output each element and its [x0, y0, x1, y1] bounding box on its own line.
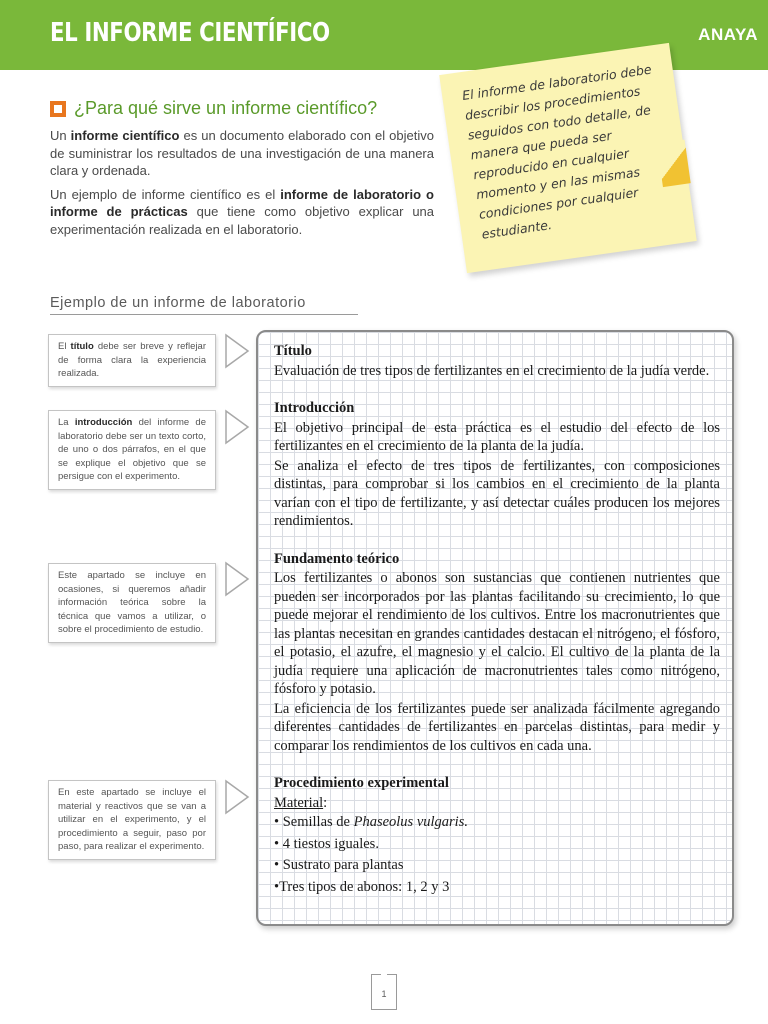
intro-p1-pre: Un: [50, 128, 71, 143]
report-intro-heading: Introducción: [274, 400, 355, 416]
report-material-label: [274, 794, 720, 813]
lab-report-content: [274, 342, 720, 899]
item1-pre: • Semillas de: [274, 814, 354, 830]
report-fundamento-p1: Los fertilizantes o abonos son sustancias que contienen nutrientes que pueden ser incorporados por las plantas facilitando su crecimiento, lo que puede mejorar el rendimiento de los cultivos. Entre los macronutrientes que las plantas necesitan en grandes cantidades destacan el nitrógeno, el fósforo, el potasio, el azufre, el magnesio y el calcio. El cultivo de la planta de la judía requiere una aplicación de macronutrientes tales como nitrógeno, fósforo y potasio.: [274, 570, 720, 697]
square-bullet-icon: [50, 101, 66, 117]
report-title-heading: Título: [274, 343, 312, 359]
sticky-note-fold: [657, 140, 691, 187]
material-colon: :: [323, 794, 328, 811]
list-item: [274, 813, 720, 832]
list-item: • Sustrato para plantas: [274, 857, 404, 873]
intro-p1-post: es un documento elaborado con el objetivo de suministrar los resultados de una investigación de una manera clara y ordenada.: [50, 128, 434, 178]
material-label: Material: [274, 794, 324, 811]
note-intro-post: del informe de laboratorio debe ser un texto corto, de uno o dos párrafos, en el que se explique el objetivo que se persigue con el experimento.: [58, 417, 206, 482]
report-intro-p1: El objetivo principal de esta práctica es el estudio del efecto de los fertilizantes en el crecimiento de la planta de la judía.: [274, 419, 720, 454]
intro-paragraph-2: [50, 186, 434, 239]
note-titulo-bold: título: [70, 341, 94, 352]
example-heading: Ejemplo de un informe de laboratorio: [50, 295, 358, 315]
list-item: • 4 tiestos iguales.: [274, 835, 379, 852]
note-intro-pre: La: [58, 417, 75, 428]
section-heading: [50, 98, 377, 119]
side-note-procedimiento: En este apartado se incluye el material y reactivos que se van a utilizar en el experimento, y el procedimiento a seguir, paso por paso, para realizar el experimento.: [48, 780, 216, 860]
note-titulo-pre: El: [58, 341, 71, 352]
section-heading-text: ¿Para qué sirve un informe científico?: [74, 98, 378, 118]
arrow-right-icon: [224, 779, 252, 815]
intro-p1-bold: informe científico: [70, 128, 180, 143]
intro-p2-post: que tiene como objetivo explicar una experimentación realizada en el laboratorio.: [50, 204, 435, 237]
arrow-right-icon: [224, 561, 252, 597]
intro-p2-pre: Un ejemplo de informe científico es el: [50, 186, 281, 202]
sticky-note-text: El informe de laboratorio debe describir los procedimientos seguidos con todo detalle, de manera que pueda ser reproducido en cualquier momento y en las mismas condiciones por cualquier estudiante.: [461, 61, 653, 242]
side-note-fundamento: Este apartado se incluye en ocasiones, si queremos añadir información teórica sobre la técnica que vamos a utilizar, o sobre el procedimiento de estudio.: [48, 563, 216, 643]
publisher-logo: ANAYA: [698, 25, 758, 44]
side-note-titulo: [48, 334, 216, 387]
arrow-right-icon: [224, 409, 252, 445]
report-title-text: Evaluación de tres tipos de fertilizantes en el crecimiento de la judía verde.: [274, 362, 710, 379]
arrow-right-icon: [224, 333, 252, 369]
report-fundamento-heading: Fundamento teórico: [274, 550, 400, 567]
page-number: 1: [371, 980, 397, 1010]
material-list: [274, 813, 720, 896]
intro-p2-bold: informe de laboratorio o informe de prácticas: [50, 186, 434, 219]
item1-species: Phaseolus vulgaris.: [353, 814, 468, 830]
sticky-note: [439, 43, 697, 273]
note-titulo-post: debe ser breve y reflejar de forma clara la experiencia realizada.: [58, 341, 206, 379]
page-title: EL INFORME CIENTÍFICO: [50, 18, 330, 48]
intro-paragraph-1: [50, 127, 434, 180]
report-fundamento-p2: La eficiencia de los fertilizantes puede ser analizada fácilmente agregando diferentes cantidades de fertilizantes en parcelas distintas, para medir y comparar los rendimientos de los cultivos en cada una.: [274, 700, 720, 754]
side-note-introduccion: [48, 410, 216, 490]
list-item: •Tres tipos de abonos: 1, 2 y 3: [274, 878, 450, 895]
note-intro-bold: introducción: [74, 417, 133, 428]
report-procedimiento-heading: Procedimiento experimental: [274, 775, 449, 791]
report-intro-p2: Se analiza el efecto de tres tipos de fertilizantes, con composiciones distintas, para comprobar si los cambios en el crecimiento de la planta varían con el tipo de fertilizante, y así detectar cuáles producen los mejores rendimientos.: [274, 457, 720, 529]
lab-report-example: [256, 330, 734, 926]
intro-text: [50, 127, 434, 244]
